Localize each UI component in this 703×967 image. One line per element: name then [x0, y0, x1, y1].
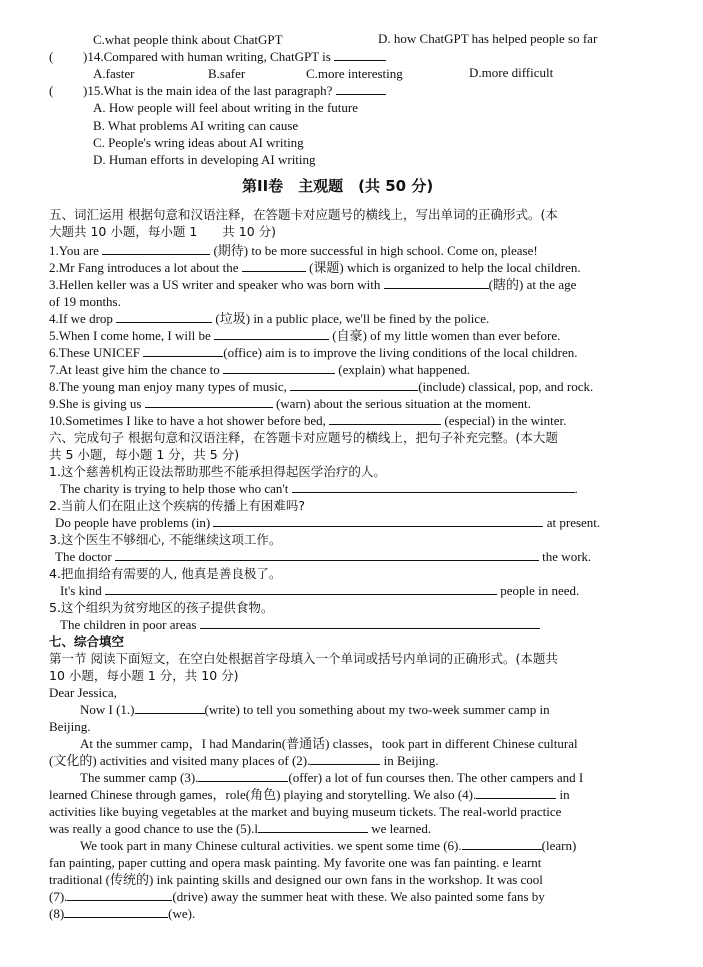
sec5-item-4: 4.If we drop (垃圾) in a public place, we'll be fined by the police. — [49, 311, 490, 326]
q15-option-c: C. People's wring ideas about AI writing — [93, 135, 304, 150]
sec5-item-2: 2.Mr Fang introduces a lot about the (课题) which is organized to help the local children. — [49, 260, 581, 275]
sec6-item-4-en: It's kind people in need. — [60, 583, 580, 598]
q15-paren: ( — [49, 83, 54, 98]
letter-greeting: Dear Jessica, — [49, 685, 117, 700]
passage-line-1: Now I (1.) (write) to tell you something about my two-week summer camp in — [80, 702, 550, 717]
passage-line-4: (文化的) activities and visited many places of (2). in Beijing. — [49, 753, 439, 768]
sec6-item-5-en: The children in poor areas — [60, 616, 540, 633]
passage-line-6: learned Chinese through games，role(角色) playing and storytelling. We also (4). in — [49, 787, 570, 802]
q15-option-a: A. How people will feel about writing in the future — [93, 100, 358, 115]
q14-option-b: B.safer — [208, 66, 246, 81]
sec5-heading-line1: 五、词汇运用 根据句意和汉语注释，在答题卡对应题号的横线上，写出单词的正确形式。(本 — [49, 207, 558, 222]
passage-line-8: was really a good chance to use the (5).l we learned. — [49, 821, 432, 836]
sec6-item-3-en: The doctor the work. — [55, 549, 592, 564]
q14-stem: )14.Compared with human writing, ChatGPT is — [83, 48, 386, 65]
sec5-item-10: 10.Sometimes I like to have a hot shower before bed, (especial) in the winter. — [49, 413, 567, 428]
sec6-heading-line2: 共 5 小题，每小题 1 分，共 5 分) — [49, 447, 240, 462]
sec6-item-2-cn: 2.当前人们在阻止这个疾病的传播上有困难吗? — [49, 498, 306, 513]
sec5-item-5: 5.When I come home, I will be (自豪) of my little women than ever before. — [49, 328, 561, 343]
passage-line-7: activities like buying vegetables at the market and buying museum tickets. The real-world practice — [49, 804, 562, 819]
q15-stem: )15.What is the main idea of the last paragraph? — [83, 82, 386, 99]
sec6-item-3-cn: 3.这个医生不够细心, 不能继续这项工作。 — [49, 532, 282, 547]
passage-line-3: At the summer camp，I had Mandarin(普通话) classes，took part in different Chinese cultural — [80, 736, 578, 751]
q14-paren: ( — [49, 49, 54, 64]
part2-title: 第II卷 主观题 (共 50 分) — [242, 177, 434, 195]
sec5-heading-line2: 大题共 10 小题，每小题 1 共 10 分) — [49, 224, 277, 239]
passage-line-5: The summer camp (3). (offer) a lot of fun courses then. The other campers and I — [80, 770, 584, 785]
sec5-item-3: 3.Hellen keller was a US writer and speaker who was born with (瞎的) at the age — [49, 277, 577, 292]
sec6-item-2-en: Do people have problems (in) at present. — [55, 515, 601, 530]
sec5-item-1: 1.You are (期待) to be more successful in high school. Come on, please! — [49, 243, 538, 258]
sec6-item-4-cn: 4.把血捐给有需要的人, 他真是善良极了。 — [49, 566, 282, 581]
passage-line-2: Beijing. — [49, 719, 91, 734]
sec5-item-7: 7.At least give him the chance to (explain) what happened. — [49, 362, 471, 377]
q13-option-c: C.what people think about ChatGPT — [93, 32, 283, 47]
q14-option-a: A.faster — [93, 66, 135, 81]
passage-line-9: We took part in many Chinese cultural activities. we spent some time (6). (learn) — [80, 838, 577, 853]
sec5-item-6: 6.These UNICEF (office) aim is to improve the living conditions of the local children. — [49, 345, 578, 360]
sec5-item-9: 9.She is giving us (warn) about the serious situation at the moment. — [49, 396, 531, 411]
sec7-heading: 七、综合填空 — [49, 634, 125, 649]
q15-option-d: D. Human efforts in developing AI writing — [93, 152, 316, 167]
sec5-item-8: 8.The young man enjoy many types of music, (include) classical, pop, and rock. — [49, 379, 594, 394]
sec7-sub-line1: 第一节 阅读下面短文，在空白处根据首字母填入一个单词或括号内单词的正确形式。(本题共 — [49, 651, 558, 666]
q14-option-d: D.more difficult — [469, 65, 554, 80]
sec5-item-3-cont: of 19 months. — [49, 294, 121, 309]
sec6-item-5-cn: 5.这个组织为贫穷地区的孩子提供食物。 — [49, 600, 274, 615]
sec6-item-1-en: The charity is trying to help those who can't . — [60, 481, 578, 496]
passage-line-13: (8) (we). — [49, 906, 196, 921]
q13-option-d: D. how ChatGPT has helped people so far — [378, 31, 598, 46]
sec7-sub-line2: 10 小题，每小题 1 分，共 10 分) — [49, 668, 239, 683]
passage-line-10: fan painting, paper cutting and opera mask painting. My favorite one was fan painting. e learnt — [49, 855, 542, 870]
sec6-heading-line1: 六、完成句子 根据句意和汉语注释，在答题卡对应题号的横线上，把句子补充完整。(本大题 — [49, 430, 558, 445]
passage-line-12: (7). (drive) away the summer heat with these. We also painted some fans by — [49, 889, 545, 904]
q14-option-c: C.more interesting — [306, 66, 403, 81]
sec6-item-1-cn: 1.这个慈善机构正设法帮助那些不能承担得起医学治疗的人。 — [49, 464, 386, 479]
passage-line-11: traditional (传统的) ink painting skills and designed our own fans in the workshop. It was cool — [49, 872, 543, 887]
q15-option-b: B. What problems AI writing can cause — [93, 118, 299, 133]
